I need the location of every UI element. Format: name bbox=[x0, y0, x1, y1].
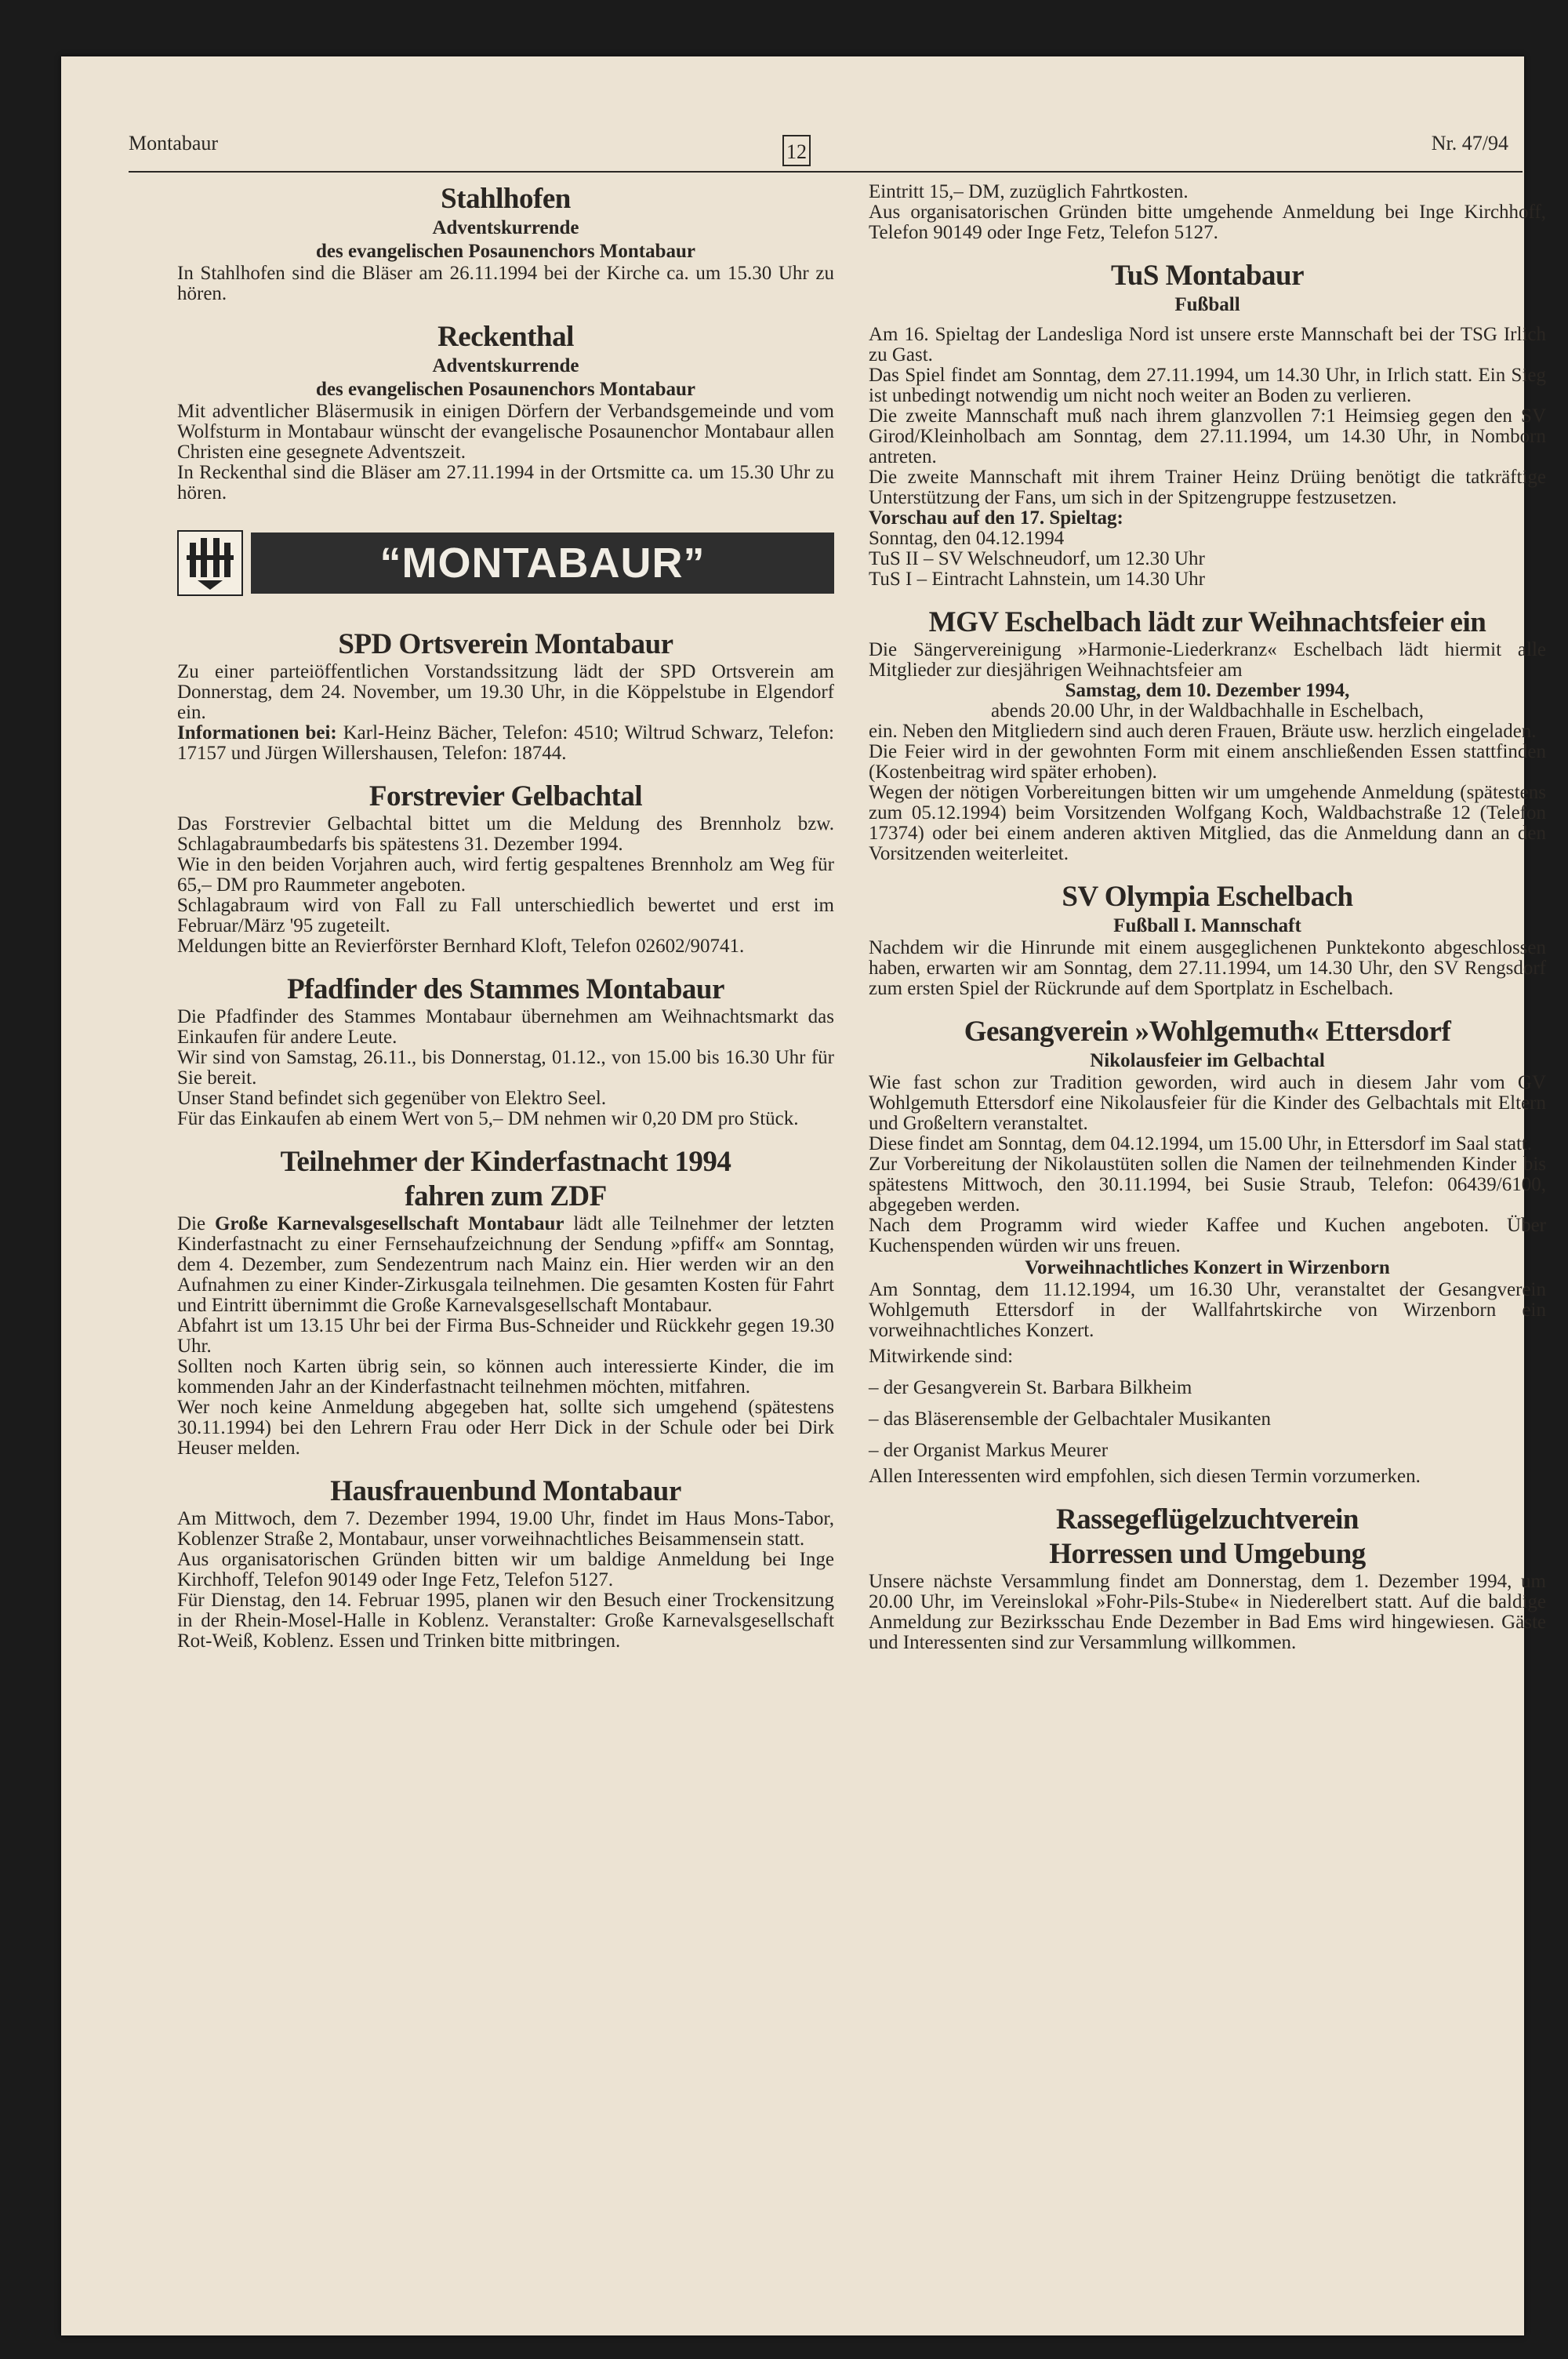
article-text: Meldungen bitte an Revierförster Bernhard Kloft, Telefon 02602/90741. bbox=[177, 936, 745, 957]
article-text: Zur Vorbereitung der Nikolaustüten sollen die Namen der teilnehmenden Kinder bis spätestens Mittwoch, den 30.11.1994, bei Susie Straub, Telefon: 06439/6100, abgegeben werden. bbox=[869, 1154, 1546, 1216]
article-title: Reckenthal bbox=[437, 321, 574, 353]
article-title: Stahlhofen bbox=[441, 183, 571, 215]
preview-heading: Vorschau auf den 17. Spieltag: bbox=[869, 507, 1123, 529]
article-text: In Reckenthal sind die Bläser am 27.11.1994 in der Ortsmitte ca. um 15.30 Uhr zu hören. bbox=[177, 462, 834, 503]
article-text: TuS I – Eintracht Lahnstein, um 14.30 Uhr bbox=[869, 569, 1205, 590]
article-text: In Stahlhofen sind die Bläser am 26.11.1994 bei der Kirche ca. um 15.30 Uhr zu hören. bbox=[177, 263, 834, 304]
article-kinderfastnacht bbox=[177, 1145, 834, 1459]
article-text bbox=[177, 723, 834, 764]
article-text: Das Forstrevier Gelbachtal bittet um die Meldung des Brennholz bzw. Schlagabraumbedarfs bis spätestens 31. Dezember 1994. bbox=[177, 813, 834, 855]
article-text: TuS II – SV Welschneudorf, um 12.30 Uhr bbox=[869, 548, 1205, 569]
newspaper-page bbox=[61, 56, 1546, 2335]
article-subtitle: des evangelischen Posaunenchors Montabaur bbox=[315, 379, 696, 400]
event-date: Samstag, dem 10. Dezember 1994, bbox=[1065, 680, 1350, 701]
article-title: Hausfrauenbund Montabaur bbox=[330, 1475, 681, 1507]
article-text: Nach dem Programm wird wieder Kaffee und Kuchen angeboten. Über Kuchenspenden würden wir uns freuen. bbox=[869, 1215, 1546, 1256]
list-item: – das Bläserensemble der Gelbachtaler Musikanten bbox=[869, 1408, 1272, 1430]
article-text: Am Mittwoch, dem 7. Dezember 1994, 19.00 Uhr, findet im Haus Mons-Tabor, Koblenzer Straße 2, Montabaur, unser vorweihnachtliches Beisammensein statt. bbox=[177, 1508, 834, 1550]
article-title: Teilnehmer der Kinderfastnacht 1994 bbox=[280, 1146, 731, 1178]
article-text: ein. Neben den Mitgliedern sind auch deren Frauen, Bräute usw. herzlich eingeladen. bbox=[869, 721, 1537, 742]
article-title: fahren zum ZDF bbox=[405, 1180, 607, 1212]
article-text: Die Sängervereinigung »Harmonie-Liederkranz« Eschelbach lädt hiermit alle Mitglieder zur diesjährigen Weihnachtsfeier am bbox=[869, 639, 1546, 681]
article-text: Für Dienstag, den 14. Februar 1995, planen wir den Besuch einer Trockensitzung in der Rhein-Mosel-Halle in Koblenz. Veranstalter: Große Karnevalsgesellschaft Rot-Weiß, Koblenz. Essen und Trinken bitte mitbringen. bbox=[177, 1590, 834, 1652]
article-forstrevier bbox=[177, 780, 834, 957]
article-text: Abfahrt ist um 13.15 Uhr bei der Firma Bus-Schneider und Rückkehr gegen 19.30 Uhr. bbox=[177, 1315, 834, 1357]
article-title: SPD Ortsverein Montabaur bbox=[338, 628, 673, 660]
article-text: Das Spiel findet am Sonntag, dem 27.11.1994, um 14.30 Uhr, in Irlich statt. Ein Sieg ist unbedingt notwendig um nicht noch weiter an Boden zu verlieren. bbox=[869, 365, 1546, 406]
article-subtitle: Adventskurrende bbox=[432, 355, 579, 376]
issue-number: Nr. 47/94 bbox=[1431, 132, 1508, 154]
article-sv-olympia bbox=[869, 880, 1546, 999]
article-title: Rassegeflügelzuchtverein bbox=[1055, 1503, 1359, 1536]
article-title: TuS Montabaur bbox=[1110, 260, 1305, 292]
article-text: Am Sonntag, dem 11.12.1994, um 16.30 Uhr, veranstaltet der Gesangverein Wohlgemuth Ettersdorf in der Wallfahrtskirche von Wirzenborn ein vorweihnachtliches Konzert. bbox=[869, 1279, 1546, 1341]
list-intro: Mitwirkende sind: bbox=[869, 1346, 1014, 1367]
article-text: Am 16. Spieltag der Landesliga Nord ist unsere erste Mannschaft bei der TSG Irlich zu Gast. bbox=[869, 324, 1546, 365]
section-banner bbox=[177, 530, 834, 596]
list-item: – der Organist Markus Meurer bbox=[869, 1440, 1109, 1461]
article-subtitle: Fußball bbox=[1174, 294, 1240, 315]
article-rassegefluegel bbox=[869, 1503, 1546, 1653]
article-text: Diese findet am Sonntag, dem 04.12.1994, um 15.00 Uhr, in Ettersdorf im Saal statt. bbox=[869, 1133, 1533, 1154]
header-rule bbox=[129, 171, 1523, 173]
article-continued bbox=[869, 182, 1546, 243]
article-subtitle: Fußball I. Mannschaft bbox=[1113, 915, 1301, 936]
header-town: Montabaur bbox=[129, 132, 219, 154]
article-text bbox=[177, 1214, 834, 1316]
article-text: Wir sind von Samstag, 26.11., bis Donnerstag, 01.12., von 15.00 bis 16.30 Uhr für Sie bereit. bbox=[177, 1047, 834, 1089]
section-banner-title: “MONTABAUR” bbox=[251, 533, 834, 594]
text-span: Die bbox=[177, 1213, 215, 1234]
article-text: Allen Interessenten wird empfohlen, sich diesen Termin vorzumerken. bbox=[869, 1466, 1421, 1487]
article-text: Wer noch keine Anmeldung abgegeben hat, sollte sich umgehend (spätestens 30.11.1994) bei den Lehrern Frau oder Herr Dick in der Schule oder bei Dirk Heuser melden. bbox=[177, 1397, 834, 1459]
right-column bbox=[869, 182, 1546, 1653]
article-pfadfinder bbox=[177, 972, 834, 1129]
article-text: Wegen der nötigen Vorbereitungen bitten wir um umgehende Anmeldung (spätestens zum 05.12.1994) beim Vorsitzenden Wolfgang Koch, Waldbachstraße 12 (Telefon 17374) oder bei einem anderen aktiven Mitglied, das die Anmeldung dann an den Vorsitzenden weiterleitet. bbox=[869, 782, 1546, 864]
article-text: Die Feier wird in der gewohnten Form mit einem anschließenden Essen stattfinden (Kostenbeitrag wird später erhoben). bbox=[869, 741, 1546, 783]
article-title: SV Olympia Eschelbach bbox=[1062, 881, 1353, 913]
town-crest-icon bbox=[177, 530, 243, 596]
info-text: Karl-Heinz Bächer, Telefon: 4510; Wiltrud Schwarz, Telefon: 17157 und Jürgen Willershausen, Telefon: 18744. bbox=[177, 722, 834, 764]
event-time: abends 20.00 Uhr, in der Waldbachhalle in Eschelbach, bbox=[991, 700, 1424, 722]
list-item: – der Gesangverein St. Barbara Bilkheim bbox=[869, 1377, 1192, 1398]
article-title: Pfadfinder des Stammes Montabaur bbox=[287, 973, 724, 1005]
article-text: Zu einer parteiöffentlichen Vorstandssitzung lädt der SPD Ortsverein am Donnerstag, dem 24. November, um 19.30 Uhr, in die Köppelstube in Elgendorf ein. bbox=[177, 661, 834, 723]
organizer-name: Große Karnevalsgesellschaft Montabaur bbox=[214, 1213, 564, 1234]
article-text: Die zweite Mannschaft mit ihrem Trainer Heinz Drüing benötigt die tatkräftige Unterstützung der Fans, um sich in der Spitzengruppe festzusetzen. bbox=[869, 467, 1546, 508]
article-subtitle: Adventskurrende bbox=[432, 217, 579, 238]
article-title: MGV Eschelbach lädt zur Weihnachtsfeier ein bbox=[928, 606, 1486, 638]
page-number: 12 bbox=[782, 135, 811, 166]
article-text: Nachdem wir die Hinrunde mit einem ausgeglichenen Punktekonto abgeschlossen haben, erwarten wir am Sonntag, dem 27.11.1994, um 14.30 Uhr, den SV Rengsdorf zum ersten Spiel der Rückrunde auf dem Sportplatz in Eschelbach. bbox=[869, 937, 1546, 999]
article-text: Unser Stand befindet sich gegenüber von Elektro Seel. bbox=[177, 1088, 607, 1109]
article-stahlhofen bbox=[177, 182, 834, 304]
article-mgv bbox=[869, 605, 1546, 864]
article-tus bbox=[869, 259, 1546, 590]
article-text: Sonntag, den 04.12.1994 bbox=[869, 528, 1065, 549]
text-span: lädt alle Teilnehmer der letzten Kinderfastnacht zu einer Fernsehaufzeichnung der Sendung »pfiff« am Sonntag, dem 4. Dezember, zum Sendezentrum nach Mainz ein. Hier werden wir an den Aufnahmen zu einer Kinder-Zirkusgala teilnehmen. Die gesamten Kosten für Fahrt und Eintritt übernimmt die Große Karnevalsgesellschaft Montabaur. bbox=[177, 1213, 834, 1316]
article-spd bbox=[177, 627, 834, 764]
article-subtitle: Nikolausfeier im Gelbachtal bbox=[1090, 1050, 1325, 1071]
article-hausfrauenbund bbox=[177, 1474, 834, 1652]
article-reckenthal bbox=[177, 320, 834, 503]
article-subtitle: des evangelischen Posaunenchors Montabaur bbox=[315, 241, 696, 262]
article-text: Schlagabraum wird von Fall zu Fall unterschiedlich bewertet und erst im Februar/März '95 zugeteilt. bbox=[177, 895, 834, 936]
article-text: Eintritt 15,– DM, zuzüglich Fahrtkosten. bbox=[869, 181, 1189, 202]
article-title: Horressen und Umgebung bbox=[1049, 1538, 1366, 1570]
article-text: Die Pfadfinder des Stammes Montabaur übernehmen am Weihnachtsmarkt das Einkaufen für andere Leute. bbox=[177, 1006, 834, 1048]
left-column bbox=[177, 182, 834, 1652]
article-text: Für das Einkaufen ab einem Wert von 5,– DM nehmen wir 0,20 DM pro Stück. bbox=[177, 1108, 799, 1129]
article-text: Unsere nächste Versammlung findet am Donnerstag, dem 1. Dezember 1994, um 20.00 Uhr, im Vereinslokal »Fohr-Pils-Stube« in Niederelbert statt. Auf die baldige Anmeldung zur Bezirksschau Ende Dezember in Bad Ems wird hingewiesen. Gäste und Interessenten sind zur Versammlung willkommen. bbox=[869, 1571, 1546, 1653]
concert-heading: Vorweihnachtliches Konzert in Wirzenborn bbox=[1025, 1257, 1390, 1278]
article-text: Aus organisatorischen Gründen bitten wir um baldige Anmeldung bei Inge Kirchhoff, Telefon 90149 oder Inge Fetz, Telefon 5127. bbox=[177, 1549, 834, 1590]
article-text: Wie in den beiden Vorjahren auch, wird fertig gespaltenes Brennholz am Weg für 65,– DM pro Raummeter angeboten. bbox=[177, 854, 834, 896]
article-title: Gesangverein »Wohlgemuth« Ettersdorf bbox=[964, 1016, 1451, 1048]
article-text: Mit adventlicher Bläsermusik in einigen Dörfern der Verbandsgemeinde und vom Wolfsturm in Montabaur wünscht der evangelische Posaunenchor Montabaur allen Christen eine gesegnete Adventszeit. bbox=[177, 401, 834, 463]
article-text: Aus organisatorischen Gründen bitte umgehende Anmeldung bei Inge Kirchhoff, Telefon 90149 oder Inge Fetz, Telefon 5127. bbox=[869, 202, 1546, 243]
article-text: Die zweite Mannschaft muß nach ihrem glanzvollen 7:1 Heimsieg gegen den SV Girod/Kleinholbach am Sonntag, dem 27.11.1994, um 14.30 Uhr, in Nomborn antreten. bbox=[869, 405, 1546, 467]
article-title: Forstrevier Gelbachtal bbox=[368, 780, 643, 812]
article-text: Sollten noch Karten übrig sein, so können auch interessierte Kinder, die im kommenden Jahr an der Kinderfastnacht teilnehmen möchten, mitfahren. bbox=[177, 1356, 834, 1398]
article-gesangverein bbox=[869, 1015, 1546, 1487]
participants-list bbox=[869, 1341, 1546, 1467]
info-label: Informationen bei: bbox=[177, 722, 337, 743]
article-text: Wie fast schon zur Tradition geworden, wird auch in diesem Jahr vom GV Wohlgemuth Ettersdorf eine Nikolausfeier für die Kinder des Gelbachtals mit Eltern und Großeltern veranstaltet. bbox=[869, 1072, 1546, 1134]
